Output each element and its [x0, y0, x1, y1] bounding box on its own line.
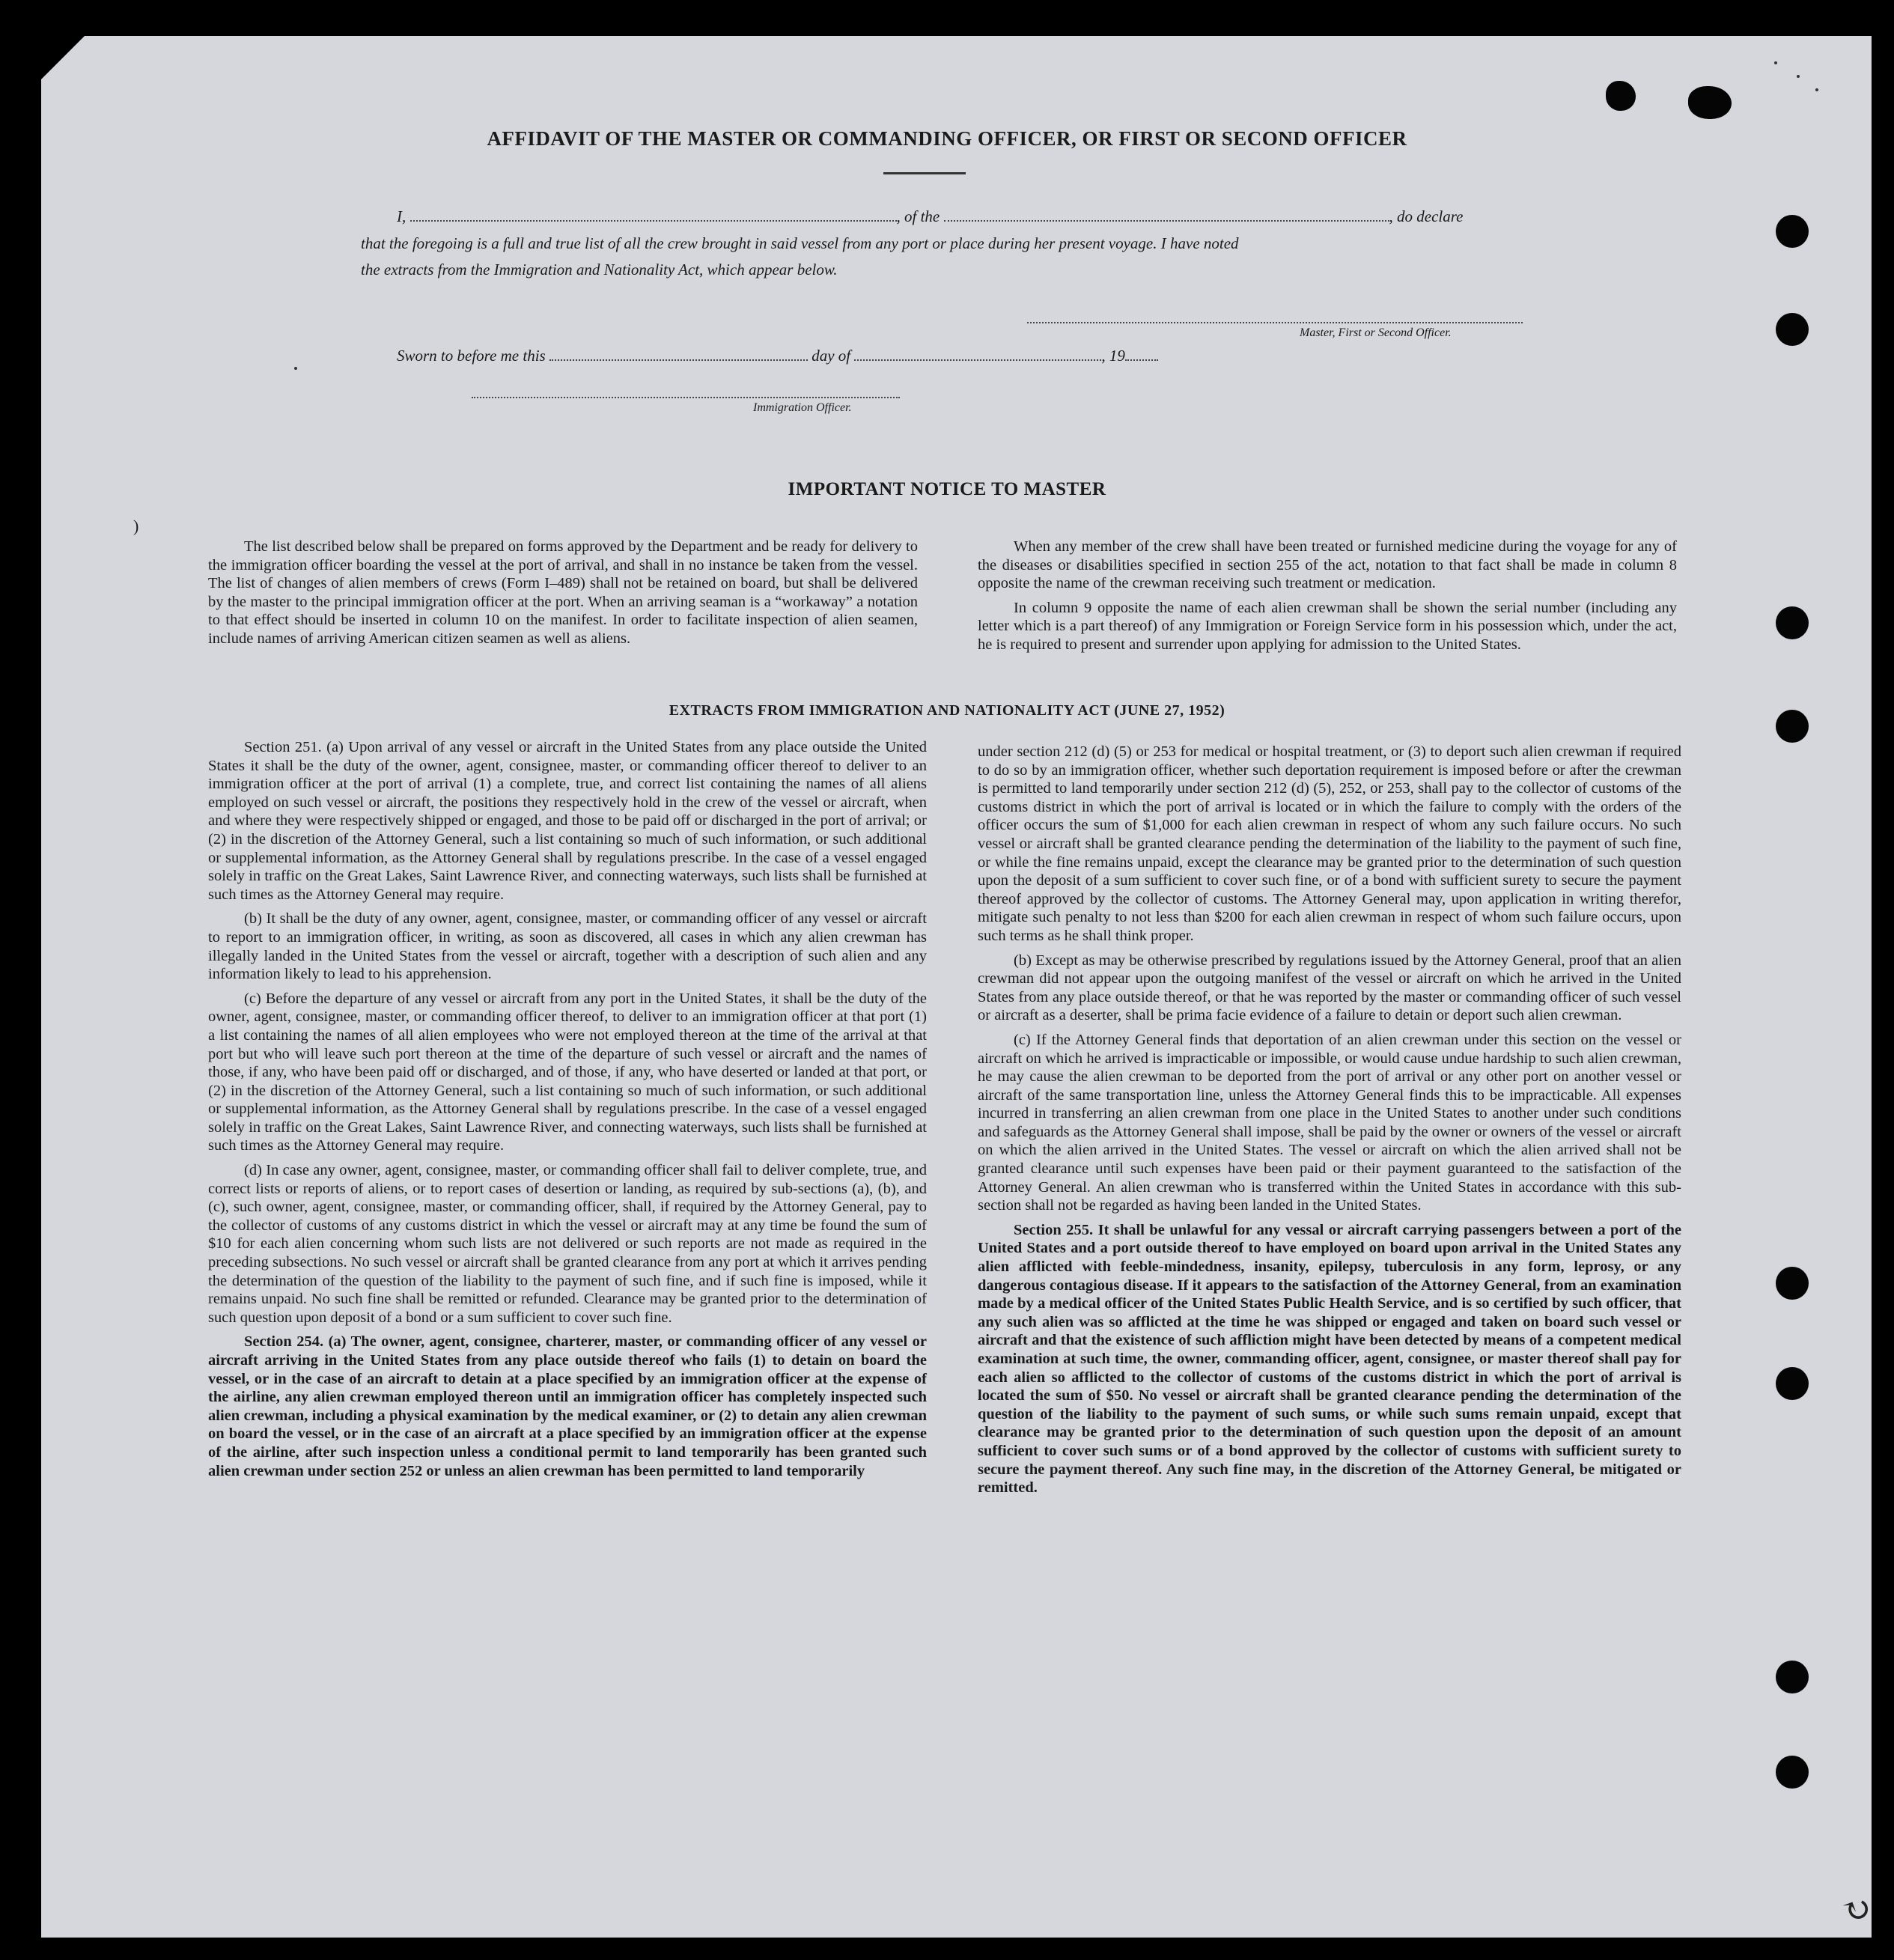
- punch-hole: [1776, 1367, 1809, 1400]
- notice-paragraph: When any member of the crew shall have been treated or furnished medicine during the voyage for any of the diseases or disabilities specified in section 255 of the act, notation to that fact shall be made in column 8 opposite the name of the crewman receiving such treatment or medication.: [978, 538, 1677, 592]
- master-signature-line[interactable]: [1027, 322, 1523, 323]
- section-251-c: (c) Before the departure of any vessel or aircraft from any port in the United States, it shall be the duty of the owner, agent, consignee, master, or commanding officer thereof, to deliver to an immigration officer at that port (1) a list containing the names of all alien employees who were not employed thereon at the time of the arrival at that port but who will leave such port thereon at the time of the departure of such vessel or aircraft and the names of those, if any, who have been paid off or discharged, and of those, if any, who have deserted or landed at that port, or (2) in the discretion of the Attorney General, such a list containing so much of such information, or such additional or supplemental information, as the Attorney General shall by regulations prescribe. In the case of a vessel engaged solely in traffic on the Great Lakes, Saint Lawrence River, and connecting waterways, such lists shall be furnished at such times as the Attorney General may require.: [208, 990, 927, 1154]
- punch-hole: [1776, 606, 1809, 639]
- speck: [1774, 61, 1777, 64]
- notice-right-column: [978, 538, 1677, 660]
- ink-blot: [1606, 81, 1636, 111]
- pencil-scribble: ↻: [1837, 1887, 1878, 1934]
- punch-hole: [1776, 1267, 1809, 1300]
- immigration-officer-label: Immigration Officer.: [753, 401, 852, 414]
- day-of-label: day of: [812, 347, 851, 365]
- immigration-officer-signature-line[interactable]: [472, 397, 900, 398]
- notice-title: IMPORTANT NOTICE TO MASTER: [788, 479, 1106, 499]
- declarant-prefix: I,: [397, 207, 406, 225]
- do-declare-label: , do declare: [1389, 207, 1464, 225]
- speck: [1797, 75, 1800, 78]
- sworn-line: [397, 346, 1158, 365]
- declaration-text-line3: the extracts from the Immigration and Nationality Act, which appear below.: [361, 261, 838, 279]
- notice-paragraph: The list described below shall be prepared on forms approved by the Department and be ready for delivery to the immigration officer boarding the vessel at the port of arrival, and shall in no instance be taken from the vessel. The list of changes of alien members of crews (Form I–489) shall not be retained on board, but shall be delivered by the master to the principal immigration officer at the port. When an arriving seaman is a “workaway” a notation to that effect should be inserted in column 10 on the manifest. In order to facilitate inspection of alien seamen, include names of arriving American citizen seamen as well as aliens.: [208, 538, 918, 647]
- sworn-label: Sworn to before me this: [397, 347, 546, 365]
- affidavit-title: AFFIDAVIT OF THE MASTER OR COMMANDING OFFICER, OR FIRST OR SECOND OFFICER: [487, 127, 1407, 150]
- declaration-line: [397, 207, 1463, 226]
- section-251-b: (b) It shall be the duty of any owner, agent, consignee, master, or commanding officer of any vessel or aircraft to report to an immigration officer, in writing, as soon as discovered, all cases in which any alien crewman has illegally landed in the United States from the vessel or aircraft, together with a description of such alien and any information likely to lead to his apprehension.: [208, 910, 927, 983]
- vessel-name-field[interactable]: [944, 207, 1389, 222]
- folded-corner: [41, 36, 85, 79]
- ink-blot: [1688, 86, 1732, 119]
- extracts-title: EXTRACTS FROM IMMIGRATION AND NATIONALITY ACT (JUNE 27, 1952): [669, 702, 1225, 719]
- section-254-a: Section 254. (a) The owner, agent, consignee, charterer, master, or commanding officer of any vessel or aircraft arriving in the United States from any place outside thereof who fails (1) to detain on board the vessel, or in the case of an aircraft to detain at a place specified by an immigration officer at the expense of the airline, any alien crewman employed thereon until an immigration officer has completely inspected such alien crewman, including a physical examination by the medical examiner, or (2) to detain any alien crewman on board the vessel, or in the case of an aircraft at a place specified by an immigration officer at the expense of the airline, after such inspection unless a conditional permit to land temporarily has been granted such alien crewman under section 252 or unless an alien crewman has been permitted to land temporarily: [208, 1333, 927, 1479]
- punch-hole: [1776, 1661, 1809, 1693]
- master-signature-label: Master, First or Second Officer.: [1300, 326, 1452, 339]
- section-255: Section 255. It shall be unlawful for any vessal or aircraft carrying passengers between a port of the United States and a port outside thereof to have employed on board upon arrival in the United States any alien afflicted with feeble-mindedness, insanity, epilepsy, tuberculosis in any form, leprosy, or any dangerous contagious disease. If it appears to the satisfaction of the Attorney General, from an examination made by a medical officer of the United States Public Health Service, and is so certified by such officer, that any such alien was so afflicted at the time he was shipped or engaged and taken on board such vessel or aircraft and that the existence of such affliction might have been detected by means of a competent medical examination at such time, the owner, commanding officer, agent, consignee, or master thereof shall pay for each alien so afflicted to the collector of customs of the customs district in which the port of arrival is located the sum of $50. No vessel or aircraft shall be granted clearance pending the determination of the question of the liability to the payment of such sums, or while such sums remain unpaid, except that clearance may be granted prior to the determination of such question upon the deposit of an amount sufficient to cover such sums or of a bond approved by the collector of customs with sufficient surety to secure the payment thereof. Any such fine may, in the discretion of the Attorney General, be mitigated or remitted.: [978, 1221, 1681, 1497]
- section-254-c: (c) If the Attorney General finds that deportation of an alien crewman under this section on the vessel or aircraft on which he arrived is impracticable or impossible, or would cause undue hardship to such alien crewman, he may cause the alien crewman to be deported from the port of arrival or any other port on another vessel or aircraft of the same transportation line, unless the Attorney General finds this to be impracticable. All expenses incurred in transferring an alien crewman from one place in the United States to another under such conditions and safeguards as the Attorney General shall impose, shall be paid by the owner or owners of the vessel or aircraft on which the alien arrived in the United States. The vessel or aircraft on which the alien arrived shall not be granted clearance until such expenses have been paid or their payment guaranteed to the satisfaction of the Attorney General. An alien crewman who is transferred within the United States in accordance with this sub-section shall not be regarded as having been landed in the United States.: [978, 1031, 1681, 1214]
- sworn-day-field[interactable]: [549, 346, 808, 361]
- speck: [294, 367, 297, 370]
- punch-hole: [1776, 313, 1809, 346]
- punch-hole: [1776, 1756, 1809, 1789]
- section-251-a: Section 251. (a) Upon arrival of any vessel or aircraft in the United States from any place outside the United States it shall be the duty of the owner, agent, consignee, master, or commanding officer thereof to deliver to an immigration officer at the port of arrival (1) a complete, true, and correct list containing the names of all aliens employed on such vessel or aircraft, the positions they respectively hold in the crew of the vessel or aircraft, when and where they were respectively shipped or engaged, and those to be paid off or discharged in the port of arrival; or (2) in the discretion of the Attorney General, such a list containing so much of such information, or such additional or supplemental information, as the Attorney General shall by regulations prescribe. In the case of a vessel engaged solely in traffic on the Great Lakes, Saint Lawrence River, and connecting waterways, such lists shall be furnished at such times as the Attorney General may require.: [208, 739, 927, 903]
- sworn-month-field[interactable]: [854, 346, 1101, 361]
- notice-left-column: [208, 538, 918, 654]
- year-prefix: , 19: [1101, 347, 1125, 365]
- title-rule: [883, 172, 966, 174]
- declarant-name-field[interactable]: [410, 207, 897, 222]
- notice-paragraph: In column 9 opposite the name of each alien crewman shall be shown the serial number (including any letter which is a part thereof) of any Immigration or Foreign Service form in his possession which, under the act, he is required to present and surrender upon applying for admission to the United States.: [978, 599, 1677, 653]
- punch-hole: [1776, 215, 1809, 248]
- declaration-text-line2: that the foregoing is a full and true list of all the crew brought in said vessel from any port or place during her present voyage. I have noted: [361, 234, 1239, 252]
- of-the-label: , of the: [896, 207, 940, 225]
- extracts-left-column: [208, 738, 927, 1486]
- section-254-b: (b) Except as may be otherwise prescribed by regulations issued by the Attorney General, proof that an alien crewman did not appear upon the outgoing manifest of the vessel or aircraft on which he arrived in the United States from any place outside thereof, or that he was reported by the master or commanding officer of such vessel or aircraft as a deserter, shall be prima facie evidence of a failure to detain or deport such alien crewman.: [978, 952, 1681, 1024]
- extracts-right-column: [978, 743, 1681, 1503]
- speck: [1815, 88, 1818, 91]
- section-254-a-continued: under section 212 (d) (5) or 253 for medical or hospital treatment, or (3) to deport such alien crewman if required to do so by an immigration officer, whether such deportation requirement is imposed before or after the crewman is permitted to land temporarily under section 212 (d) (5), 252, or 253, shall pay to the collector of customs of the customs district in which the port of arrival is located or in which the failure to comply with the orders of the officer occurs the sum of $1,000 for each alien crewman in respect of whom any such failure occurs. No such vessel or aircraft shall be granted clearance pending the determination of the liability to the payment of such fine, or while the fine remains unpaid, except the clearance may be granted prior to the determination of such question upon the deposit of a sum sufficient to cover such fine, or of a bond with sufficient surety to secure the payment thereof approved by the collector of customs. The Attorney General may, upon application in writing therefor, mitigate such penalty to not less than $200 for each alien crewman in respect of whom such failure occurs, upon such terms as he shall think proper.: [978, 743, 1681, 944]
- sworn-year-field[interactable]: [1125, 346, 1158, 361]
- section-251-d: (d) In case any owner, agent, consignee, master, or commanding officer shall fail to deliver complete, true, and correct lists or reports of aliens, or to report cases of desertion or landing, as required by sub-sections (a), (b), and (c), such owner, agent, consignee, master, or commanding officer, shall, if required by the Attorney General, pay to the collector of customs of any customs district in which the vessel or aircraft may at any time be found the sum of $10 for each alien concerning whom such lists are not delivered or such reports are not made as required in the preceding subsections. No such vessel or aircraft shall be granted clearance from any port at which it arrives pending the determination of the question of the liability to the payment of such fine, and if such fine is imposed, while it remains unpaid. No such fine shall be remitted or refunded. Clearance may be granted prior to the determination of such question upon deposit of a bond or a sum sufficient to cover such fine.: [208, 1162, 927, 1326]
- margin-mark: ): [133, 517, 139, 535]
